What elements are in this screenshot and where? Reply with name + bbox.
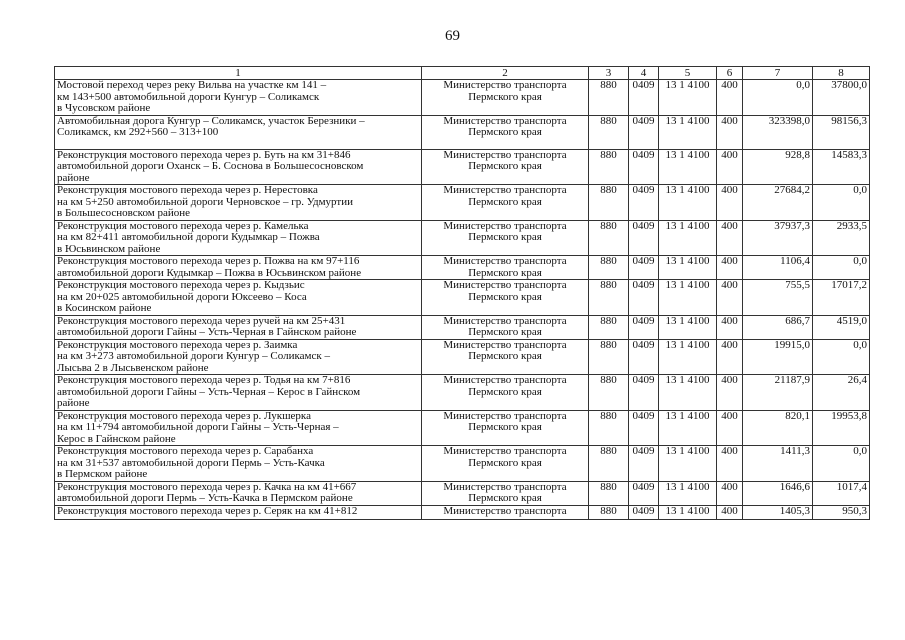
- ministry-code-cell: 880: [589, 375, 629, 411]
- expense-type-cell: 400: [717, 375, 743, 411]
- ministry-cell: Министерство транспорта Пермского края: [422, 149, 589, 185]
- amount-col7-cell: 0,0: [743, 80, 813, 116]
- ministry-cell: Министерство транспорта Пермского края: [422, 339, 589, 375]
- ministry-code-cell: 880: [589, 149, 629, 185]
- target-article-cell: 13 1 4100: [659, 375, 717, 411]
- expense-type-cell: 400: [717, 410, 743, 446]
- target-article-cell: 13 1 4100: [659, 446, 717, 482]
- amount-col7-cell: 19915,0: [743, 339, 813, 375]
- expense-type-cell: 400: [717, 185, 743, 221]
- target-article-cell: 13 1 4100: [659, 220, 717, 256]
- header-cell: 4: [629, 67, 659, 80]
- project-name-cell: Автомобильная дорога Кунгур – Соликамск, участок Березники – Соликамск, км 292+560 – 313+100: [55, 115, 422, 149]
- amount-col7-cell: 1405,3: [743, 505, 813, 519]
- table-row: [55, 280, 870, 316]
- amount-col7-cell: 820,1: [743, 410, 813, 446]
- ministry-code-cell: 880: [589, 505, 629, 519]
- amount-col8-cell: 17017,2: [813, 280, 870, 316]
- section-code-cell: 0409: [629, 315, 659, 339]
- section-code-cell: 0409: [629, 410, 659, 446]
- project-name-cell: Реконструкция мостового перехода через р. Камелька на км 82+411 автомобильной дороги Кудымкар – Пожва в Юсьвинском районе: [55, 220, 422, 256]
- header-cell: 2: [422, 67, 589, 80]
- amount-col7-cell: 755,5: [743, 280, 813, 316]
- amount-col7-cell: 27684,2: [743, 185, 813, 221]
- expense-type-cell: 400: [717, 481, 743, 505]
- ministry-code-cell: 880: [589, 185, 629, 221]
- amount-col8-cell: 950,3: [813, 505, 870, 519]
- target-article-cell: 13 1 4100: [659, 410, 717, 446]
- section-code-cell: 0409: [629, 446, 659, 482]
- header-cell: 5: [659, 67, 717, 80]
- table-row: [55, 410, 870, 446]
- table-row: [55, 446, 870, 482]
- table-row: [55, 505, 870, 519]
- expense-type-cell: 400: [717, 339, 743, 375]
- expense-type-cell: 400: [717, 256, 743, 280]
- ministry-code-cell: 880: [589, 256, 629, 280]
- project-name-cell: Реконструкция мостового перехода через р. Пожва на км 97+116 автомобильной дороги Кудымкар – Пожва в Юсьвинском районе: [55, 256, 422, 280]
- ministry-code-cell: 880: [589, 481, 629, 505]
- project-name-cell: Реконструкция мостового перехода через р. Буть на км 31+846 автомобильной дороги Оханск – Б. Соснова в Большесосновском районе: [55, 149, 422, 185]
- project-name-cell: Реконструкция мостового перехода через ручей на км 25+431 автомобильной дороги Гайны – Усть-Черная в Гайнском районе: [55, 315, 422, 339]
- ministry-code-cell: 880: [589, 80, 629, 116]
- header-cell: 1: [55, 67, 422, 80]
- target-article-cell: 13 1 4100: [659, 80, 717, 116]
- section-code-cell: 0409: [629, 375, 659, 411]
- table-row: [55, 80, 870, 116]
- expense-type-cell: 400: [717, 115, 743, 149]
- amount-col7-cell: 686,7: [743, 315, 813, 339]
- target-article-cell: 13 1 4100: [659, 505, 717, 519]
- header-cell: 8: [813, 67, 870, 80]
- header-cell: 3: [589, 67, 629, 80]
- table-row: [55, 339, 870, 375]
- header-cell: 7: [743, 67, 813, 80]
- project-name-cell: Реконструкция мостового перехода через р. Лукшерка на км 11+794 автомобильной дороги Гайны – Усть-Черная – Керос в Гайнском районе: [55, 410, 422, 446]
- section-code-cell: 0409: [629, 149, 659, 185]
- table-row: [55, 481, 870, 505]
- budget-table: [54, 66, 870, 520]
- section-code-cell: 0409: [629, 256, 659, 280]
- expense-type-cell: 400: [717, 149, 743, 185]
- project-name-cell: Реконструкция мостового перехода через р. Кыдзьис на км 20+025 автомобильной дороги Юксеево – Коса в Косинском районе: [55, 280, 422, 316]
- ministry-cell: Министерство транспорта Пермского края: [422, 446, 589, 482]
- ministry-cell: Министерство транспорта Пермского края: [422, 115, 589, 149]
- section-code-cell: 0409: [629, 115, 659, 149]
- amount-col8-cell: 0,0: [813, 446, 870, 482]
- amount-col8-cell: 0,0: [813, 339, 870, 375]
- ministry-code-cell: 880: [589, 339, 629, 375]
- project-name-cell: Реконструкция мостового перехода через р. Заимка на км 3+273 автомобильной дороги Кунгур – Соликамск – Лысьва 2 в Лысьвенском районе: [55, 339, 422, 375]
- project-name-cell: Реконструкция мостового перехода через р. Качка на км 41+667 автомобильной дороги Пермь – Усть-Качка в Пермском районе: [55, 481, 422, 505]
- amount-col8-cell: 14583,3: [813, 149, 870, 185]
- amount-col7-cell: 1106,4: [743, 256, 813, 280]
- ministry-cell: Министерство транспорта Пермского края: [422, 256, 589, 280]
- amount-col8-cell: 19953,8: [813, 410, 870, 446]
- ministry-code-cell: 880: [589, 410, 629, 446]
- table-row: [55, 115, 870, 149]
- ministry-code-cell: 880: [589, 315, 629, 339]
- expense-type-cell: 400: [717, 446, 743, 482]
- table-row: [55, 149, 870, 185]
- ministry-cell: Министерство транспорта Пермского края: [422, 185, 589, 221]
- amount-col8-cell: 0,0: [813, 185, 870, 221]
- ministry-code-cell: 880: [589, 220, 629, 256]
- target-article-cell: 13 1 4100: [659, 185, 717, 221]
- ministry-cell: Министерство транспорта Пермского края: [422, 410, 589, 446]
- section-code-cell: 0409: [629, 481, 659, 505]
- expense-type-cell: 400: [717, 505, 743, 519]
- page-number: 69: [445, 28, 460, 44]
- amount-col8-cell: 26,4: [813, 375, 870, 411]
- section-code-cell: 0409: [629, 339, 659, 375]
- project-name-cell: Реконструкция мостового перехода через р. Серяк на км 41+812: [55, 505, 422, 519]
- table-row: [55, 256, 870, 280]
- section-code-cell: 0409: [629, 185, 659, 221]
- project-name-cell: Реконструкция мостового перехода через р. Сарабанха на км 31+537 автомобильной дороги Пермь – Усть-Качка в Пермском районе: [55, 446, 422, 482]
- amount-col7-cell: 37937,3: [743, 220, 813, 256]
- section-code-cell: 0409: [629, 280, 659, 316]
- ministry-cell: Министерство транспорта Пермского края: [422, 375, 589, 411]
- section-code-cell: 0409: [629, 80, 659, 116]
- section-code-cell: 0409: [629, 505, 659, 519]
- ministry-cell: Министерство транспорта Пермского края: [422, 80, 589, 116]
- amount-col8-cell: 98156,3: [813, 115, 870, 149]
- target-article-cell: 13 1 4100: [659, 315, 717, 339]
- amount-col7-cell: 928,8: [743, 149, 813, 185]
- header-row: [55, 67, 870, 80]
- table-row: [55, 220, 870, 256]
- target-article-cell: 13 1 4100: [659, 149, 717, 185]
- expense-type-cell: 400: [717, 315, 743, 339]
- ministry-code-cell: 880: [589, 115, 629, 149]
- amount-col8-cell: 2933,5: [813, 220, 870, 256]
- amount-col8-cell: 1017,4: [813, 481, 870, 505]
- ministry-cell: Министерство транспорта: [422, 505, 589, 519]
- ministry-code-cell: 880: [589, 446, 629, 482]
- amount-col7-cell: 1411,3: [743, 446, 813, 482]
- amount-col8-cell: 37800,0: [813, 80, 870, 116]
- ministry-cell: Министерство транспорта Пермского края: [422, 315, 589, 339]
- target-article-cell: 13 1 4100: [659, 115, 717, 149]
- ministry-cell: Министерство транспорта Пермского края: [422, 481, 589, 505]
- table-row: [55, 185, 870, 221]
- ministry-cell: Министерство транспорта Пермского края: [422, 280, 589, 316]
- project-name-cell: Реконструкция мостового перехода через р. Тодья на км 7+816 автомобильной дороги Гайны – Усть-Черная – Керос в Гайнском районе: [55, 375, 422, 411]
- target-article-cell: 13 1 4100: [659, 280, 717, 316]
- expense-type-cell: 400: [717, 80, 743, 116]
- amount-col7-cell: 323398,0: [743, 115, 813, 149]
- section-code-cell: 0409: [629, 220, 659, 256]
- ministry-cell: Министерство транспорта Пермского края: [422, 220, 589, 256]
- amount-col8-cell: 4519,0: [813, 315, 870, 339]
- table-row: [55, 315, 870, 339]
- ministry-code-cell: 880: [589, 280, 629, 316]
- project-name-cell: Реконструкция мостового перехода через р. Нерестовка на км 5+250 автомобильной дороги Черновское – гр. Удмуртии в Большесосновском районе: [55, 185, 422, 221]
- amount-col8-cell: 0,0: [813, 256, 870, 280]
- target-article-cell: 13 1 4100: [659, 256, 717, 280]
- table-row: [55, 375, 870, 411]
- expense-type-cell: 400: [717, 280, 743, 316]
- target-article-cell: 13 1 4100: [659, 339, 717, 375]
- expense-type-cell: 400: [717, 220, 743, 256]
- header-cell: 6: [717, 67, 743, 80]
- amount-col7-cell: 1646,6: [743, 481, 813, 505]
- project-name-cell: Мостовой переход через реку Вильва на участке км 141 – км 143+500 автомобильной дороги Кунгур – Соликамск в Чусовском районе: [55, 80, 422, 116]
- target-article-cell: 13 1 4100: [659, 481, 717, 505]
- amount-col7-cell: 21187,9: [743, 375, 813, 411]
